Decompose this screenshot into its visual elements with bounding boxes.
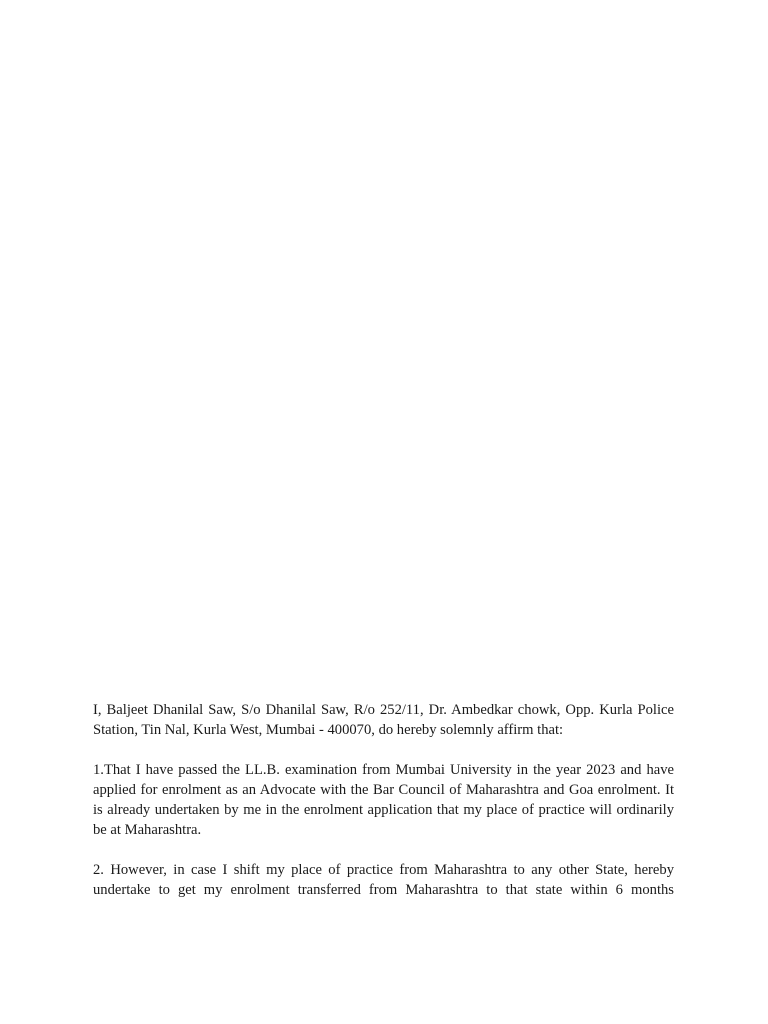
clause-1-paragraph: 1.That I have passed the LL.B. examination from Mumbai University in the year 2023 and have applied for enrolment as an Advocate with the Bar Council of Maharashtra and Goa enrolment. It is already undertaken by me in the enrolment application that my place of practice will ordinarily be at Maharashtra. [93, 762, 674, 838]
affidavit-body [93, 700, 674, 900]
clause-2-paragraph: 2. However, in case I shift my place of practice from Maharashtra to any other State, hereby undertake to get my enrolment transferred from Maharashtra to that state within 6 months [93, 862, 674, 898]
affirmation-paragraph: I, Baljeet Dhanilal Saw, S/o Dhanilal Saw, R/o 252/11, Dr. Ambedkar chowk, Opp. Kurla Police Station, Tin Nal, Kurla West, Mumbai - 400070, do hereby solemnly affirm that: [93, 702, 674, 738]
